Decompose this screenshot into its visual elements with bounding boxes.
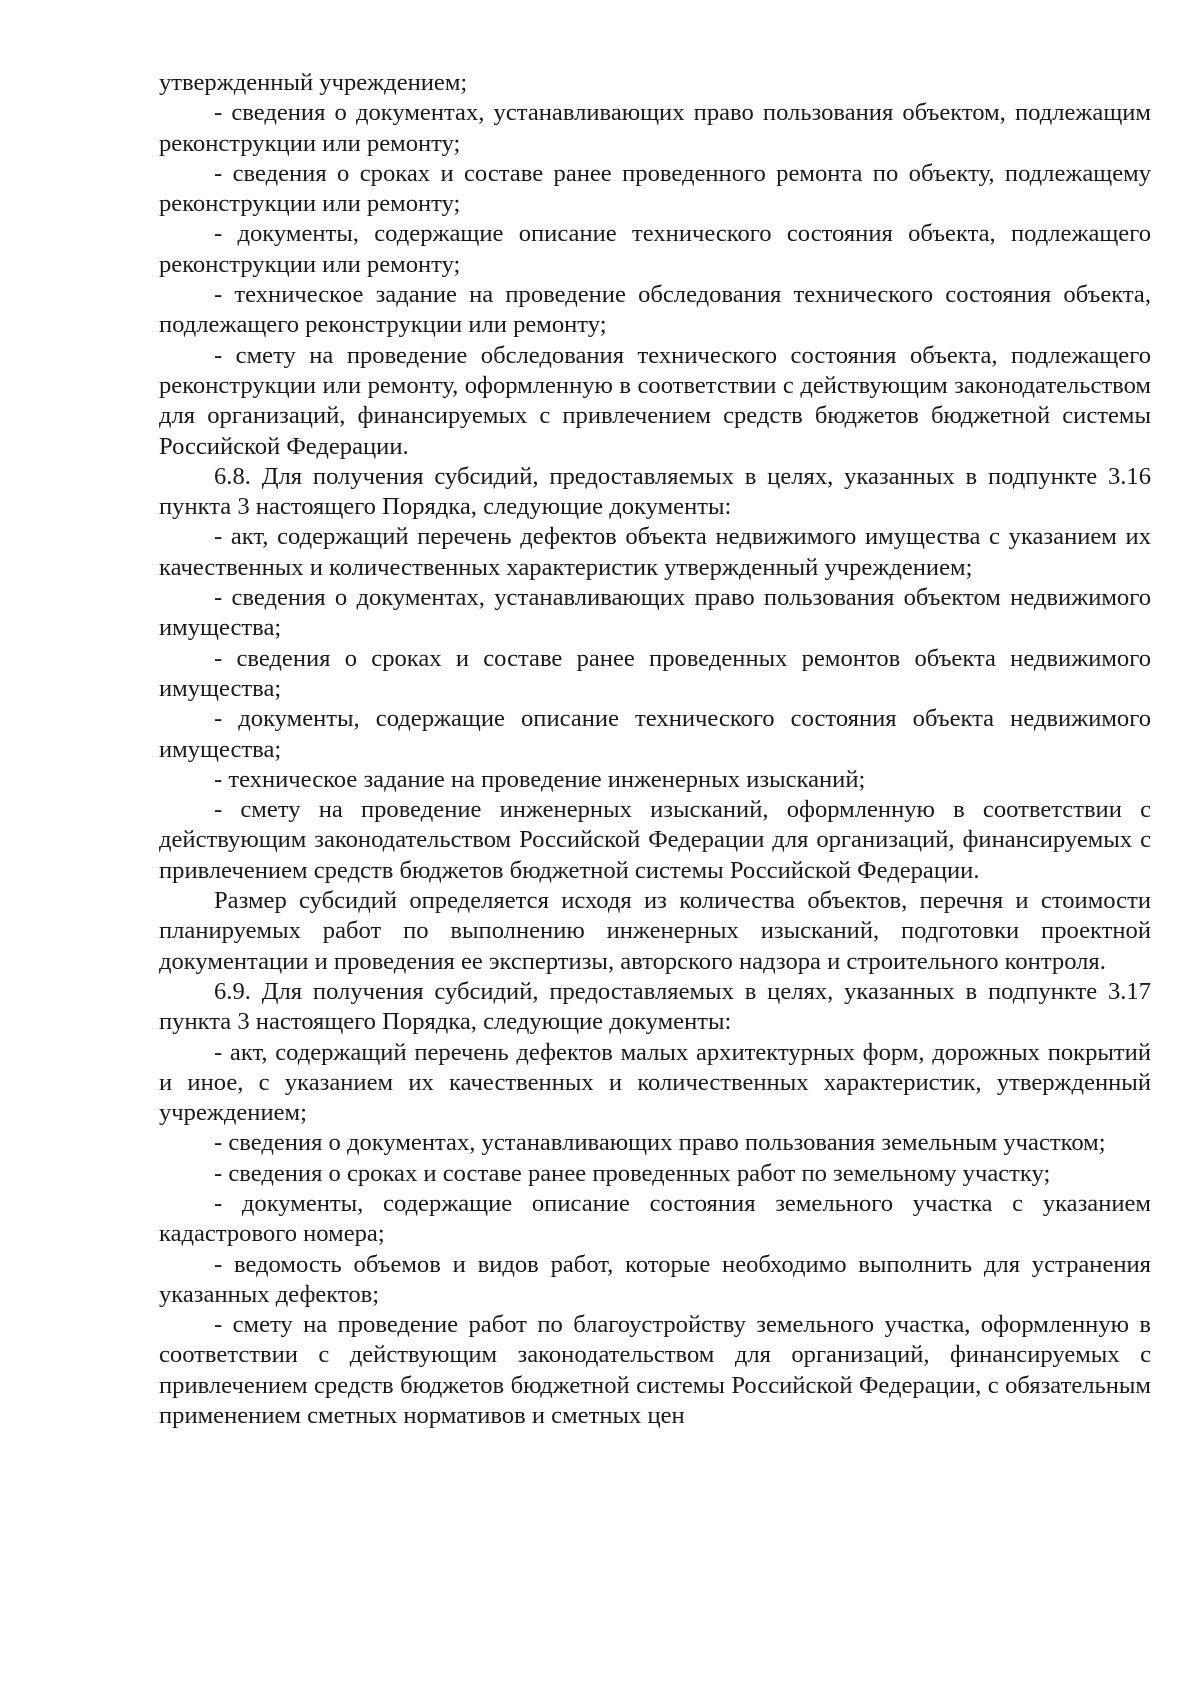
paragraph: 6.9. Для получения субсидий, предоставляемых в целях, указанных в подпункте 3.17 пункта 3 настоящего Порядка, следующие документы: [159,977,1151,1036]
paragraph: - акт, содержащий перечень дефектов малых архитектурных форм, дорожных покрытий и иное, с указанием их качественных и количественных характеристик, утвержденный учреждением; [159,1038,1151,1127]
paragraph: - техническое задание на проведение инженерных изысканий; [214,765,866,793]
document-body [159,68,1151,1431]
paragraph: - сведения о документах, устанавливающих право пользования объектом недвижимого имущества; [159,584,1151,642]
paragraph: - документы, содержащие описание технического состояния объекта, подлежащего реконструкции или ремонту; [159,220,1151,278]
paragraph: - сведения о документах, устанавливающих право пользования земельным участком; [214,1129,1106,1157]
paragraph: - сведения о сроках и составе ранее проведенных работ по земельному участку; [214,1159,1051,1187]
paragraph: 6.8. Для получения субсидий, предоставляемых в целях, указанных в подпункте 3.16 пункта 3 настоящего Порядка, следующие документы: [159,462,1151,521]
paragraph: - смету на проведение инженерных изысканий, оформленную в соответствии с действующим законодательством Российской Федерации для организаций, финансируемых с привлечением средств бюджетов бюджетной системы Российской Федерации. [159,796,1151,884]
document-page [159,68,1151,1431]
paragraph: утвержденный учреждением; [159,69,468,96]
paragraph: - ведомость объемов и видов работ, которые необходимо выполнить для устранения указанных дефектов; [159,1250,1151,1308]
paragraph: - документы, содержащие описание технического состояния объекта недвижимого имущества; [159,705,1151,763]
paragraph: - техническое задание на проведение обследования технического состояния объекта, подлежащего реконструкции или ремонту; [159,281,1151,339]
paragraph: - сведения о сроках и составе ранее проведенного ремонта по объекту, подлежащему реконструкции или ремонту; [159,159,1151,218]
paragraph: - акт, содержащий перечень дефектов объекта недвижимого имущества с указанием их качественных и количественных характеристик утвержденный учреждением; [159,523,1151,581]
paragraph: - сведения о сроках и составе ранее проведенных ремонтов объекта недвижимого имущества; [159,644,1151,702]
paragraph: Размер субсидий определяется исходя из количества объектов, перечня и стоимости планируемых работ по выполнению инженерных изысканий, подготовки проектной документации и проведения ее экспертизы, авторского надзора и строительного контроля. [159,887,1151,975]
paragraph: - сведения о документах, устанавливающих право пользования объектом, подлежащим реконструкции или ремонту; [159,99,1151,157]
paragraph: - смету на проведение обследования технического состояния объекта, подлежащего реконструкции или ремонту, оформленную в соответствии с действующим законодательством для организаций, финансируемых с привлечением средств бюджетов бюджетной системы Российской Федерации. [159,341,1151,460]
paragraph: - документы, содержащие описание состояния земельного участка с указанием кадастрового номера; [159,1189,1151,1248]
paragraph: - смету на проведение работ по благоустройству земельного участка, оформленную в соответствии с действующим законодательством для организаций, финансируемых с привлечением средств бюджетов бюджетной системы Российской Федерации, с обязательным применением сметных нормативов и сметных цен [159,1311,1151,1430]
